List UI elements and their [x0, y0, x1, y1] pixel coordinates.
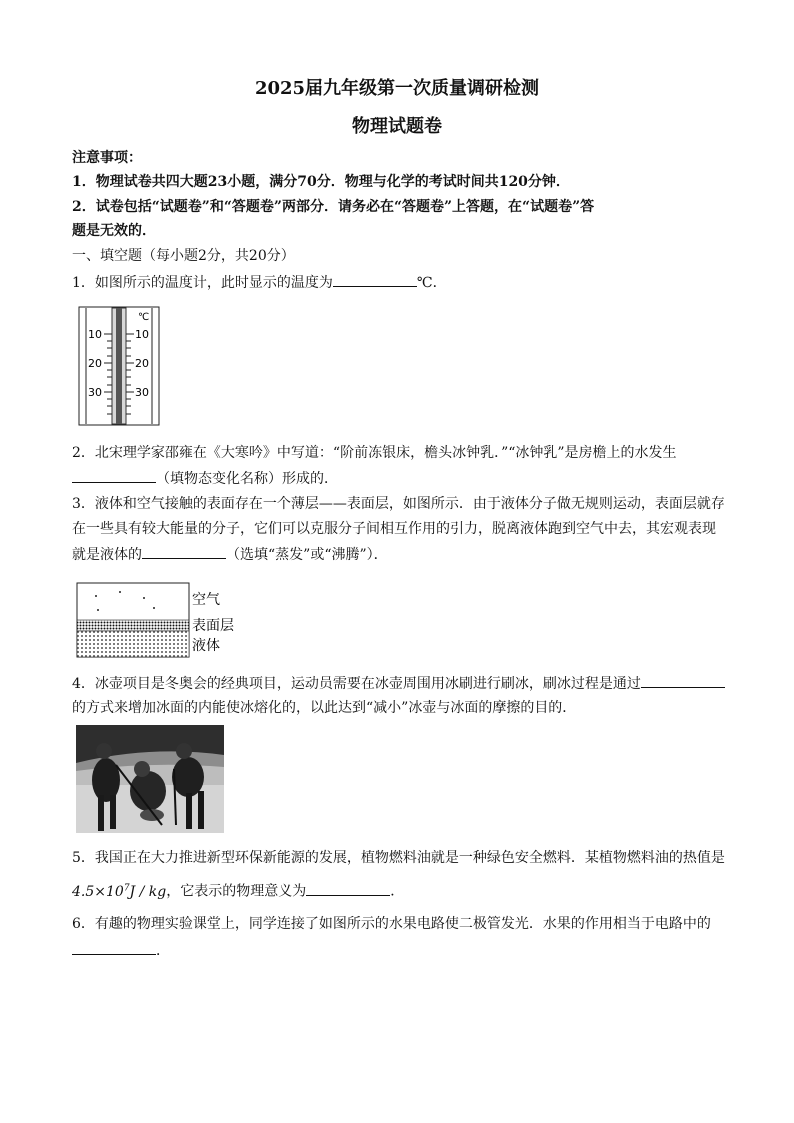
- thermometer-unit: ℃: [138, 312, 150, 323]
- exam-subtitle: 物理试题卷: [352, 116, 442, 137]
- q3-line-3: [72, 544, 724, 565]
- q4-text-before: 4．冰壶项目是冬奥会的经典项目，运动员需要在冰壶周围用冰刷进行刷冰，刷冰过程是通过: [72, 676, 641, 692]
- q3-answer-blank: [142, 544, 226, 559]
- tick-right-10: 10: [135, 328, 149, 341]
- q6-line-1: 6．有趣的物理实验课堂上，同学连接了如图所示的水果电路使二极管发光．水果的作用相当于电路中的: [72, 916, 711, 932]
- q5-text-mid: ，它表示的物理意义为: [166, 883, 307, 900]
- q5-text-end: ．: [390, 883, 405, 900]
- exam-title: 2025届九年级第一次质量调研检测: [254, 78, 540, 99]
- q5-line-2: [72, 878, 724, 902]
- tick-right-30: 30: [135, 386, 149, 399]
- q2-text-after: （填物态变化名称）形成的．: [156, 471, 338, 487]
- q3-line-2: 在一些具有较大能量的分子，它们可以克服分子间相互作用的引力，脱离液体跑到空气中去，其宏观表现: [72, 521, 716, 537]
- q3-text-after: （选填“蒸发”或“沸腾”）．: [226, 547, 388, 563]
- q4-answer-blank: [641, 673, 725, 688]
- q5-line-1: 5．我国正在大力推进新型环保新能源的发展，植物燃料油就是一种绿色安全燃料．某植物燃料油的热值是: [72, 850, 725, 866]
- q2-line-2: [72, 468, 724, 489]
- surface-layer-figure: [76, 582, 246, 662]
- heat-value: [72, 884, 166, 900]
- q4-line-1: [72, 673, 724, 694]
- notice-item-1: 1．物理试卷共四大题23小题，满分70分．物理与化学的考试时间共120分钟．: [72, 174, 570, 190]
- q5-answer-blank: [306, 881, 390, 896]
- curling-photo: [76, 725, 224, 837]
- notice-heading: 注意事项：: [72, 150, 142, 166]
- tick-left-20: 20: [88, 357, 102, 370]
- q6-line-2: [72, 940, 724, 961]
- thermometer-figure: [78, 306, 160, 430]
- q6-text-end: ．: [156, 943, 170, 959]
- q1-answer-blank: [333, 272, 417, 287]
- q1-text-before: 1．如图所示的温度计，此时显示的温度为: [72, 275, 333, 291]
- heat-value-unit: J / kg: [129, 883, 167, 900]
- notice-item-2b: 题是无效的．: [72, 223, 156, 239]
- heat-value-base: 4.5×10: [72, 883, 124, 900]
- tick-left-10: 10: [88, 328, 102, 341]
- label-air: 空气: [192, 592, 220, 608]
- question-1: [72, 272, 724, 293]
- q3-line-1: 3．液体和空气接触的表面存在一个薄层——表面层，如图所示．由于液体分子做无规则运动，表面层就存: [72, 496, 725, 512]
- label-liquid: 液体: [192, 638, 220, 654]
- tick-left-30: 30: [88, 386, 102, 399]
- tick-right-20: 20: [135, 357, 149, 370]
- q1-text-after: ℃．: [416, 275, 447, 291]
- heat-value-exponent: 7: [123, 883, 130, 893]
- q2-answer-blank: [72, 468, 156, 483]
- q2-line-1: 2．北宋理学家邵雍在《大寒吟》中写道：“阶前冻银床，檐头冰钟乳．”“冰钟乳”是房檐上的水发生: [72, 445, 677, 461]
- q4-line-2: 的方式来增加冰面的内能使冰熔化的，以此达到“减小”冰壶与冰面的摩擦的目的．: [72, 700, 577, 716]
- q6-answer-blank: [72, 940, 156, 955]
- section1-heading: 一、填空题（每小题2分，共20分）: [72, 248, 295, 264]
- notice-item-2a: 2．试卷包括“试题卷”和“答题卷”两部分．请务必在“答题卷”上答题，在“试题卷”答: [72, 199, 595, 215]
- label-surface-layer: 表面层: [192, 618, 234, 634]
- q3-text-before: 就是液体的: [72, 547, 142, 563]
